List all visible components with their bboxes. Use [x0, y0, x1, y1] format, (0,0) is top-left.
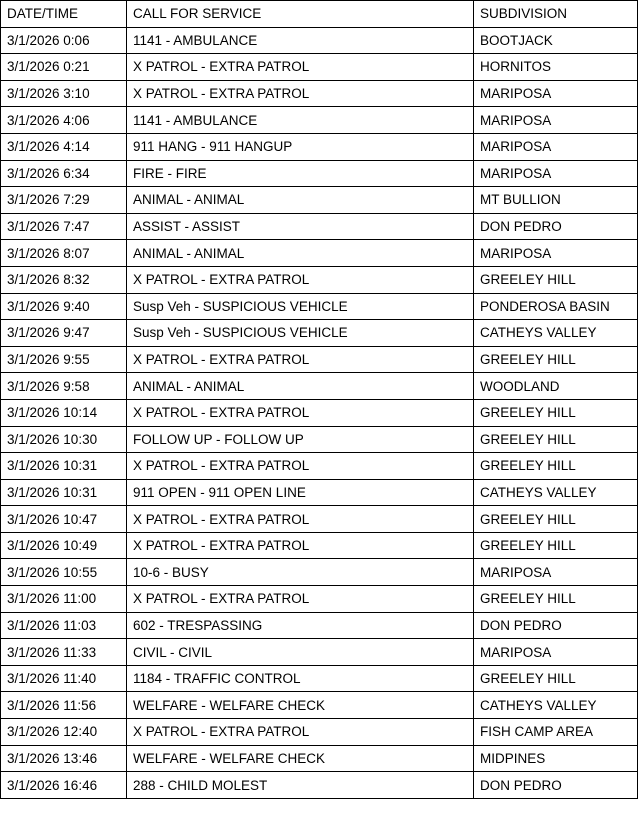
cell-subdivision: DON PEDRO: [474, 772, 638, 799]
cell-date-time: 3/1/2026 9:55: [1, 346, 127, 373]
cell-call-for-service: FIRE - FIRE: [127, 160, 474, 187]
cell-call-for-service: 10-6 - BUSY: [127, 559, 474, 586]
table-row: [1, 559, 638, 586]
cell-date-time: 3/1/2026 10:30: [1, 426, 127, 453]
table-row: [1, 506, 638, 533]
cell-call-for-service: X PATROL - EXTRA PATROL: [127, 80, 474, 107]
cell-date-time: 3/1/2026 9:58: [1, 373, 127, 400]
cell-subdivision: GREELEY HILL: [474, 586, 638, 613]
cell-subdivision: MT BULLION: [474, 187, 638, 214]
cell-subdivision: PONDEROSA BASIN: [474, 293, 638, 320]
cell-subdivision: MARIPOSA: [474, 133, 638, 160]
cell-call-for-service: 1184 - TRAFFIC CONTROL: [127, 665, 474, 692]
table-row: [1, 160, 638, 187]
cell-date-time: 3/1/2026 0:21: [1, 54, 127, 81]
cell-subdivision: DON PEDRO: [474, 213, 638, 240]
table-row: [1, 772, 638, 799]
cell-date-time: 3/1/2026 12:40: [1, 719, 127, 746]
cell-date-time: 3/1/2026 13:46: [1, 745, 127, 772]
table-row: [1, 586, 638, 613]
cell-call-for-service: 288 - CHILD MOLEST: [127, 772, 474, 799]
table-row: [1, 213, 638, 240]
cell-call-for-service: FOLLOW UP - FOLLOW UP: [127, 426, 474, 453]
table-row: [1, 107, 638, 134]
table-body: [1, 27, 638, 798]
table-row: [1, 399, 638, 426]
header-date-time: DATE/TIME: [1, 1, 127, 28]
table-row: [1, 320, 638, 347]
table-row: [1, 453, 638, 480]
header-subdivision: SUBDIVISION: [474, 1, 638, 28]
header-call-for-service: CALL FOR SERVICE: [127, 1, 474, 28]
table-row: [1, 133, 638, 160]
cell-call-for-service: CIVIL - CIVIL: [127, 639, 474, 666]
cell-subdivision: DON PEDRO: [474, 612, 638, 639]
cell-subdivision: MARIPOSA: [474, 639, 638, 666]
cell-date-time: 3/1/2026 10:14: [1, 399, 127, 426]
cell-date-time: 3/1/2026 11:33: [1, 639, 127, 666]
cell-subdivision: WOODLAND: [474, 373, 638, 400]
cell-call-for-service: X PATROL - EXTRA PATROL: [127, 399, 474, 426]
table-row: [1, 27, 638, 54]
cell-subdivision: CATHEYS VALLEY: [474, 692, 638, 719]
table-row: [1, 612, 638, 639]
cell-call-for-service: X PATROL - EXTRA PATROL: [127, 453, 474, 480]
table-row: [1, 187, 638, 214]
table-row: [1, 639, 638, 666]
table-row: [1, 692, 638, 719]
cell-date-time: 3/1/2026 11:40: [1, 665, 127, 692]
cell-subdivision: GREELEY HILL: [474, 426, 638, 453]
table-row: [1, 426, 638, 453]
cell-call-for-service: 602 - TRESPASSING: [127, 612, 474, 639]
table-row: [1, 346, 638, 373]
cell-subdivision: MIDPINES: [474, 745, 638, 772]
cell-subdivision: MARIPOSA: [474, 240, 638, 267]
cell-call-for-service: X PATROL - EXTRA PATROL: [127, 532, 474, 559]
cell-call-for-service: ANIMAL - ANIMAL: [127, 373, 474, 400]
table-row: [1, 373, 638, 400]
cell-date-time: 3/1/2026 0:06: [1, 27, 127, 54]
cell-call-for-service: Susp Veh - SUSPICIOUS VEHICLE: [127, 320, 474, 347]
cell-date-time: 3/1/2026 9:47: [1, 320, 127, 347]
cell-subdivision: GREELEY HILL: [474, 506, 638, 533]
table-row: [1, 240, 638, 267]
cell-call-for-service: WELFARE - WELFARE CHECK: [127, 692, 474, 719]
cell-call-for-service: X PATROL - EXTRA PATROL: [127, 346, 474, 373]
table-row: [1, 293, 638, 320]
cell-date-time: 3/1/2026 10:47: [1, 506, 127, 533]
cell-call-for-service: X PATROL - EXTRA PATROL: [127, 54, 474, 81]
cell-date-time: 3/1/2026 11:00: [1, 586, 127, 613]
cell-subdivision: MARIPOSA: [474, 107, 638, 134]
cell-date-time: 3/1/2026 11:56: [1, 692, 127, 719]
cell-call-for-service: ANIMAL - ANIMAL: [127, 240, 474, 267]
cell-call-for-service: ASSIST - ASSIST: [127, 213, 474, 240]
cell-subdivision: GREELEY HILL: [474, 399, 638, 426]
cell-subdivision: CATHEYS VALLEY: [474, 320, 638, 347]
cell-subdivision: FISH CAMP AREA: [474, 719, 638, 746]
cell-date-time: 3/1/2026 10:31: [1, 453, 127, 480]
cell-date-time: 3/1/2026 4:06: [1, 107, 127, 134]
cell-subdivision: MARIPOSA: [474, 559, 638, 586]
table-row: [1, 665, 638, 692]
cell-date-time: 3/1/2026 10:31: [1, 479, 127, 506]
cell-date-time: 3/1/2026 6:34: [1, 160, 127, 187]
cell-date-time: 3/1/2026 8:32: [1, 266, 127, 293]
cell-date-time: 3/1/2026 7:29: [1, 187, 127, 214]
table-row: [1, 745, 638, 772]
cell-call-for-service: X PATROL - EXTRA PATROL: [127, 719, 474, 746]
table-header: [1, 1, 638, 28]
cell-subdivision: MARIPOSA: [474, 80, 638, 107]
cell-call-for-service: WELFARE - WELFARE CHECK: [127, 745, 474, 772]
cell-call-for-service: X PATROL - EXTRA PATROL: [127, 506, 474, 533]
cell-subdivision: GREELEY HILL: [474, 665, 638, 692]
cell-call-for-service: X PATROL - EXTRA PATROL: [127, 586, 474, 613]
cell-subdivision: GREELEY HILL: [474, 453, 638, 480]
cell-subdivision: MARIPOSA: [474, 160, 638, 187]
cell-date-time: 3/1/2026 8:07: [1, 240, 127, 267]
table-row: [1, 532, 638, 559]
cell-call-for-service: 911 OPEN - 911 OPEN LINE: [127, 479, 474, 506]
table-row: [1, 266, 638, 293]
cell-call-for-service: 911 HANG - 911 HANGUP: [127, 133, 474, 160]
cell-subdivision: GREELEY HILL: [474, 532, 638, 559]
cell-call-for-service: X PATROL - EXTRA PATROL: [127, 266, 474, 293]
header-row: [1, 1, 638, 28]
table-row: [1, 54, 638, 81]
table-row: [1, 479, 638, 506]
cell-call-for-service: Susp Veh - SUSPICIOUS VEHICLE: [127, 293, 474, 320]
cell-date-time: 3/1/2026 7:47: [1, 213, 127, 240]
cell-date-time: 3/1/2026 11:03: [1, 612, 127, 639]
cell-subdivision: CATHEYS VALLEY: [474, 479, 638, 506]
cell-date-time: 3/1/2026 9:40: [1, 293, 127, 320]
cell-date-time: 3/1/2026 16:46: [1, 772, 127, 799]
cell-date-time: 3/1/2026 4:14: [1, 133, 127, 160]
cell-subdivision: GREELEY HILL: [474, 346, 638, 373]
cell-call-for-service: 1141 - AMBULANCE: [127, 27, 474, 54]
table-row: [1, 80, 638, 107]
cell-call-for-service: 1141 - AMBULANCE: [127, 107, 474, 134]
cell-date-time: 3/1/2026 10:49: [1, 532, 127, 559]
cell-date-time: 3/1/2026 10:55: [1, 559, 127, 586]
cell-subdivision: HORNITOS: [474, 54, 638, 81]
cell-subdivision: GREELEY HILL: [474, 266, 638, 293]
cell-call-for-service: ANIMAL - ANIMAL: [127, 187, 474, 214]
cell-subdivision: BOOTJACK: [474, 27, 638, 54]
cell-date-time: 3/1/2026 3:10: [1, 80, 127, 107]
table-row: [1, 719, 638, 746]
